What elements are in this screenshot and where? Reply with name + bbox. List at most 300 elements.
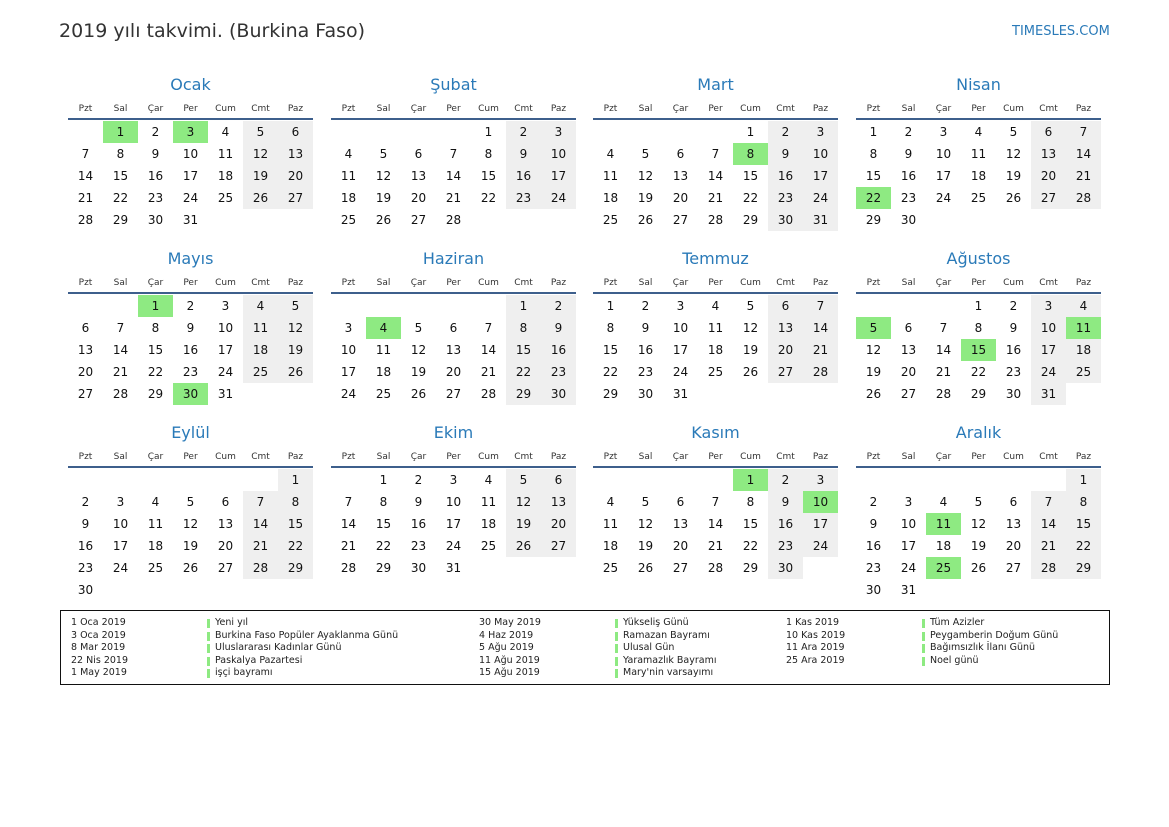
- day-cell: 11: [375, 343, 392, 357]
- weekend-day-cell: 22: [1066, 535, 1101, 557]
- day-cell: 25: [147, 561, 164, 575]
- day-cell: 5: [186, 495, 195, 509]
- day-cell: 21: [707, 539, 724, 553]
- day-cell: 31: [445, 561, 462, 575]
- weekend-day-cell: 3: [1031, 295, 1066, 317]
- month-name: Ekim: [433, 423, 474, 442]
- weekend-day-cell: 27: [541, 535, 576, 557]
- day-cell: 31: [900, 583, 917, 597]
- holiday-date: 1 Kas 2019: [786, 617, 840, 628]
- weekday-header: Sal: [901, 452, 916, 462]
- weekday-header: Cum: [1003, 278, 1024, 288]
- holiday-day-cell: 3: [173, 121, 208, 143]
- holiday-day-cell: 1: [733, 469, 768, 491]
- day-cell: 10: [672, 321, 689, 335]
- day-cell: 4: [221, 125, 230, 139]
- day-cell: 14: [112, 343, 129, 357]
- holiday-marker: [615, 644, 618, 653]
- weekday-header: Çar: [935, 452, 952, 462]
- day-cell: 22: [112, 191, 129, 205]
- day-cell: 9: [414, 495, 423, 509]
- weekend-day-cell: 23: [768, 187, 803, 209]
- weekend-day-cell: 22: [278, 535, 313, 557]
- weekend-day-cell: 16: [506, 165, 541, 187]
- day-cell: 22: [375, 539, 392, 553]
- day-cell: 25: [707, 365, 724, 379]
- holiday-name: Noel günü: [930, 654, 979, 666]
- holiday-date: 4 Haz 2019: [479, 629, 534, 641]
- day-cell: 22: [970, 365, 987, 379]
- weekend-day-cell: 19: [278, 339, 313, 361]
- holiday-day-cell: 11: [926, 513, 961, 535]
- day-cell: 30: [147, 213, 164, 227]
- weekday-header: Pzt: [78, 104, 93, 114]
- weekday-header: Pzt: [603, 278, 618, 288]
- weekend-day-cell: 4: [1066, 295, 1101, 317]
- day-cell: 11: [340, 169, 357, 183]
- day-cell: 21: [707, 191, 724, 205]
- day-cell: 15: [375, 517, 392, 531]
- weekday-header: Pzt: [78, 278, 93, 288]
- day-cell: 13: [672, 169, 689, 183]
- day-cell: 17: [935, 169, 952, 183]
- weekday-header: Per: [708, 104, 723, 114]
- day-cell: 19: [375, 191, 392, 205]
- weekday-header: Çar: [672, 452, 689, 462]
- weekend-day-cell: 20: [541, 513, 576, 535]
- holiday-date: 5 Ağu 2019: [479, 642, 534, 654]
- header-divider: [856, 466, 1101, 468]
- weekday-header: Sal: [113, 452, 128, 462]
- day-cell: 13: [410, 169, 427, 183]
- weekend-day-cell: 7: [1066, 121, 1101, 143]
- day-cell: 12: [637, 517, 654, 531]
- holiday-day-cell: 10: [803, 491, 838, 513]
- day-cell: 23: [637, 365, 654, 379]
- day-cell: 19: [182, 539, 199, 553]
- weekend-day-cell: 24: [1031, 361, 1066, 383]
- day-cell: 6: [81, 321, 90, 335]
- weekend-day-cell: 5: [506, 469, 541, 491]
- weekend-day-cell: 6: [278, 121, 313, 143]
- day-cell: 18: [602, 191, 619, 205]
- day-cell: 11: [602, 517, 619, 531]
- holiday-name: Uluslararası Kadınlar Günü: [215, 642, 342, 654]
- day-cell: 29: [112, 213, 129, 227]
- weekday-header: Cmt: [1039, 278, 1058, 288]
- weekend-day-cell: 20: [1031, 165, 1066, 187]
- day-cell: 2: [869, 495, 878, 509]
- weekend-day-cell: 13: [1031, 143, 1066, 165]
- day-cell: 14: [340, 517, 357, 531]
- holiday-name: Ulusal Gün: [623, 642, 675, 654]
- weekday-header: Cum: [740, 278, 761, 288]
- weekend-day-cell: 25: [1066, 361, 1101, 383]
- weekend-day-cell: 27: [278, 187, 313, 209]
- weekend-day-cell: 23: [768, 535, 803, 557]
- holiday-date: 11 Ara 2019: [786, 642, 845, 654]
- day-cell: 24: [217, 365, 234, 379]
- weekday-header: Pzt: [866, 452, 881, 462]
- weekend-day-cell: 26: [506, 535, 541, 557]
- weekend-day-cell: 6: [541, 469, 576, 491]
- day-cell: 17: [672, 343, 689, 357]
- day-cell: 12: [410, 343, 427, 357]
- weekday-header: Çar: [410, 452, 427, 462]
- header-divider: [593, 292, 838, 294]
- day-cell: 24: [182, 191, 199, 205]
- day-cell: 14: [935, 343, 952, 357]
- holiday-marker: [207, 644, 210, 653]
- weekend-day-cell: 21: [1066, 165, 1101, 187]
- day-cell: 4: [711, 299, 720, 313]
- day-cell: 4: [606, 495, 615, 509]
- holiday-name: Bağımsızlık İlanı Günü: [930, 642, 1036, 654]
- holiday-name: Yaramazlık Bayramı: [623, 654, 717, 666]
- weekend-day-cell: 23: [506, 187, 541, 209]
- day-cell: 5: [641, 495, 650, 509]
- day-cell: 24: [900, 561, 917, 575]
- day-cell: 22: [480, 191, 497, 205]
- day-cell: 13: [217, 517, 234, 531]
- day-cell: 20: [672, 191, 689, 205]
- weekend-day-cell: 6: [768, 295, 803, 317]
- day-cell: 18: [147, 539, 164, 553]
- weekday-header: Çar: [672, 278, 689, 288]
- day-cell: 1: [974, 299, 983, 313]
- day-cell: 19: [865, 365, 882, 379]
- day-cell: 3: [676, 299, 685, 313]
- day-cell: 21: [340, 539, 357, 553]
- month-name: Kasım: [691, 423, 740, 442]
- day-cell: 21: [445, 191, 462, 205]
- day-cell: 10: [217, 321, 234, 335]
- day-cell: 10: [445, 495, 462, 509]
- weekend-day-cell: 20: [278, 165, 313, 187]
- day-cell: 21: [480, 365, 497, 379]
- weekday-header: Cmt: [1039, 452, 1058, 462]
- day-cell: 19: [637, 191, 654, 205]
- day-cell: 28: [480, 387, 497, 401]
- day-cell: 29: [970, 387, 987, 401]
- holiday-date: 8 Mar 2019: [71, 642, 126, 654]
- day-cell: 3: [221, 299, 230, 313]
- day-cell: 3: [116, 495, 125, 509]
- day-cell: 19: [1005, 169, 1022, 183]
- weekend-day-cell: 31: [803, 209, 838, 231]
- weekday-header: Pzt: [866, 104, 881, 114]
- brand-link[interactable]: TIMESLES.COM: [1012, 24, 1110, 39]
- weekday-header: Per: [971, 278, 986, 288]
- weekday-header: Per: [446, 278, 461, 288]
- weekend-day-cell: 26: [243, 187, 278, 209]
- day-cell: 8: [484, 147, 493, 161]
- weekend-day-cell: 29: [506, 383, 541, 405]
- holiday-marker: [207, 619, 210, 628]
- day-cell: 2: [414, 473, 423, 487]
- holiday-day-cell: 15: [961, 339, 996, 361]
- day-cell: 24: [935, 191, 952, 205]
- holiday-day-cell: 25: [926, 557, 961, 579]
- weekday-header: Sal: [113, 104, 128, 114]
- weekend-day-cell: 17: [1031, 339, 1066, 361]
- weekend-day-cell: 13: [541, 491, 576, 513]
- day-cell: 7: [939, 321, 948, 335]
- day-cell: 18: [217, 169, 234, 183]
- weekday-header: Cmt: [251, 452, 270, 462]
- day-cell: 26: [865, 387, 882, 401]
- day-cell: 19: [637, 539, 654, 553]
- weekend-day-cell: 29: [278, 557, 313, 579]
- weekend-day-cell: 1: [278, 469, 313, 491]
- weekday-header: Cmt: [776, 104, 795, 114]
- day-cell: 6: [221, 495, 230, 509]
- day-cell: 2: [151, 125, 160, 139]
- day-cell: 22: [742, 191, 759, 205]
- day-cell: 18: [340, 191, 357, 205]
- holiday-date: 11 Ağu 2019: [479, 654, 540, 666]
- holiday-marker: [207, 632, 210, 641]
- day-cell: 11: [147, 517, 164, 531]
- header-divider: [593, 466, 838, 468]
- weekend-day-cell: 21: [803, 339, 838, 361]
- holiday-date: 30 May 2019: [479, 617, 541, 628]
- holiday-name: Peygamberin Doğum Günü: [930, 629, 1059, 641]
- day-cell: 4: [939, 495, 948, 509]
- page-title: 2019 yılı takvimi. (Burkina Faso): [59, 20, 366, 42]
- month-name: Temmuz: [682, 249, 749, 268]
- day-cell: 22: [147, 365, 164, 379]
- weekend-day-cell: 13: [278, 143, 313, 165]
- weekend-day-cell: 8: [506, 317, 541, 339]
- day-cell: 1: [746, 125, 755, 139]
- day-cell: 7: [116, 321, 125, 335]
- weekend-day-cell: 9: [506, 143, 541, 165]
- weekend-day-cell: 7: [803, 295, 838, 317]
- day-cell: 30: [410, 561, 427, 575]
- day-cell: 13: [1005, 517, 1022, 531]
- weekday-header: Sal: [376, 452, 391, 462]
- weekend-day-cell: 15: [278, 513, 313, 535]
- day-cell: 17: [112, 539, 129, 553]
- holiday-date: 1 May 2019: [71, 667, 127, 679]
- day-cell: 6: [449, 321, 458, 335]
- day-cell: 14: [445, 169, 462, 183]
- day-cell: 20: [77, 365, 94, 379]
- day-cell: 5: [641, 147, 650, 161]
- day-cell: 7: [711, 147, 720, 161]
- weekday-header: Cum: [215, 452, 236, 462]
- day-cell: 12: [182, 517, 199, 531]
- day-cell: 6: [1009, 495, 1018, 509]
- day-cell: 26: [970, 561, 987, 575]
- weekend-day-cell: 17: [541, 165, 576, 187]
- weekend-day-cell: 10: [1031, 317, 1066, 339]
- day-cell: 20: [672, 539, 689, 553]
- holiday-date: 10 Kas 2019: [786, 629, 846, 641]
- day-cell: 29: [147, 387, 164, 401]
- day-cell: 5: [746, 299, 755, 313]
- weekday-header: Per: [708, 452, 723, 462]
- day-cell: 26: [410, 387, 427, 401]
- day-cell: 9: [641, 321, 650, 335]
- day-cell: 5: [1009, 125, 1018, 139]
- day-cell: 9: [186, 321, 195, 335]
- day-cell: 31: [672, 387, 689, 401]
- day-cell: 18: [480, 517, 497, 531]
- weekday-header: Çar: [935, 104, 952, 114]
- holiday-marker: [207, 669, 210, 678]
- day-cell: 16: [865, 539, 882, 553]
- weekend-day-cell: 9: [768, 491, 803, 513]
- holiday-day-cell: 8: [733, 143, 768, 165]
- weekday-header: Paz: [1075, 278, 1092, 288]
- weekend-day-cell: 24: [803, 187, 838, 209]
- day-cell: 27: [672, 213, 689, 227]
- day-cell: 27: [1005, 561, 1022, 575]
- holiday-marker: [615, 632, 618, 641]
- holiday-date: 25 Ara 2019: [786, 654, 845, 666]
- day-cell: 20: [410, 191, 427, 205]
- holiday-marker: [615, 657, 618, 666]
- day-cell: 1: [484, 125, 493, 139]
- day-cell: 25: [602, 561, 619, 575]
- day-cell: 1: [606, 299, 615, 313]
- day-cell: 6: [904, 321, 913, 335]
- weekday-header: Çar: [410, 278, 427, 288]
- weekend-day-cell: 9: [541, 317, 576, 339]
- weekend-day-cell: 5: [278, 295, 313, 317]
- holiday-day-cell: 4: [366, 317, 401, 339]
- day-cell: 23: [865, 561, 882, 575]
- weekend-day-cell: 14: [1066, 143, 1101, 165]
- holiday-date: 15 Ağu 2019: [479, 667, 540, 679]
- holiday-marker: [922, 657, 925, 666]
- day-cell: 23: [182, 365, 199, 379]
- day-cell: 25: [340, 213, 357, 227]
- holiday-date: 3 Oca 2019: [71, 629, 126, 641]
- day-cell: 16: [410, 517, 427, 531]
- day-cell: 27: [445, 387, 462, 401]
- day-cell: 2: [186, 299, 195, 313]
- holiday-name: Yeni yıl: [215, 617, 248, 628]
- holiday-marker: [922, 632, 925, 641]
- day-cell: 13: [445, 343, 462, 357]
- day-cell: 14: [707, 517, 724, 531]
- day-cell: 7: [344, 495, 353, 509]
- day-cell: 10: [900, 517, 917, 531]
- day-cell: 21: [77, 191, 94, 205]
- weekday-header: Pzt: [866, 278, 881, 288]
- day-cell: 13: [77, 343, 94, 357]
- weekday-header: Cum: [215, 104, 236, 114]
- holiday-date: 1 Oca 2019: [71, 617, 126, 628]
- day-cell: 25: [480, 539, 497, 553]
- weekday-header: Çar: [147, 278, 164, 288]
- day-cell: 7: [81, 147, 90, 161]
- day-cell: 9: [869, 517, 878, 531]
- weekday-header: Çar: [147, 104, 164, 114]
- day-cell: 1: [869, 125, 878, 139]
- day-cell: 30: [637, 387, 654, 401]
- day-cell: 23: [77, 561, 94, 575]
- weekend-day-cell: 12: [243, 143, 278, 165]
- day-cell: 31: [217, 387, 234, 401]
- weekend-day-cell: 1: [506, 295, 541, 317]
- weekend-day-cell: 18: [243, 339, 278, 361]
- day-cell: 15: [147, 343, 164, 357]
- day-cell: 5: [974, 495, 983, 509]
- weekday-header: Pzt: [603, 104, 618, 114]
- weekday-header: Paz: [812, 278, 829, 288]
- day-cell: 9: [151, 147, 160, 161]
- holiday-marker: [615, 619, 618, 628]
- weekend-day-cell: 30: [768, 209, 803, 231]
- day-cell: 5: [379, 147, 388, 161]
- day-cell: 7: [711, 495, 720, 509]
- day-cell: 25: [217, 191, 234, 205]
- day-cell: 3: [449, 473, 458, 487]
- day-cell: 10: [935, 147, 952, 161]
- weekday-header: Cum: [215, 278, 236, 288]
- day-cell: 30: [900, 213, 917, 227]
- day-cell: 8: [116, 147, 125, 161]
- day-cell: 2: [81, 495, 90, 509]
- day-cell: 24: [445, 539, 462, 553]
- day-cell: 19: [970, 539, 987, 553]
- day-cell: 26: [637, 213, 654, 227]
- holiday-marker: [922, 619, 925, 628]
- weekday-header: Paz: [550, 452, 567, 462]
- weekend-day-cell: 3: [803, 121, 838, 143]
- weekday-header: Paz: [287, 278, 304, 288]
- day-cell: 28: [445, 213, 462, 227]
- weekend-day-cell: 7: [243, 491, 278, 513]
- day-cell: 23: [410, 539, 427, 553]
- day-cell: 24: [340, 387, 357, 401]
- day-cell: 23: [900, 191, 917, 205]
- day-cell: 16: [147, 169, 164, 183]
- holiday-day-cell: 30: [173, 383, 208, 405]
- weekend-day-cell: 16: [541, 339, 576, 361]
- day-cell: 18: [707, 343, 724, 357]
- weekend-day-cell: 2: [506, 121, 541, 143]
- weekday-header: Cum: [1003, 104, 1024, 114]
- day-cell: 11: [707, 321, 724, 335]
- weekday-header: Per: [183, 104, 198, 114]
- day-cell: 5: [414, 321, 423, 335]
- holiday-name: Mary'nin varsayımı: [623, 667, 714, 679]
- day-cell: 29: [742, 213, 759, 227]
- weekday-header: Per: [183, 278, 198, 288]
- weekend-day-cell: 10: [541, 143, 576, 165]
- day-cell: 26: [637, 561, 654, 575]
- weekend-day-cell: 11: [243, 317, 278, 339]
- holiday-name: Tüm Azizler: [930, 617, 985, 628]
- day-cell: 28: [340, 561, 357, 575]
- day-cell: 21: [935, 365, 952, 379]
- day-cell: 28: [707, 213, 724, 227]
- day-cell: 14: [480, 343, 497, 357]
- weekday-header: Paz: [550, 278, 567, 288]
- day-cell: 30: [1005, 387, 1022, 401]
- weekend-day-cell: 14: [1031, 513, 1066, 535]
- weekend-day-cell: 16: [768, 165, 803, 187]
- weekend-day-cell: 19: [506, 513, 541, 535]
- day-cell: 11: [480, 495, 497, 509]
- day-cell: 27: [217, 561, 234, 575]
- weekend-day-cell: 15: [1066, 513, 1101, 535]
